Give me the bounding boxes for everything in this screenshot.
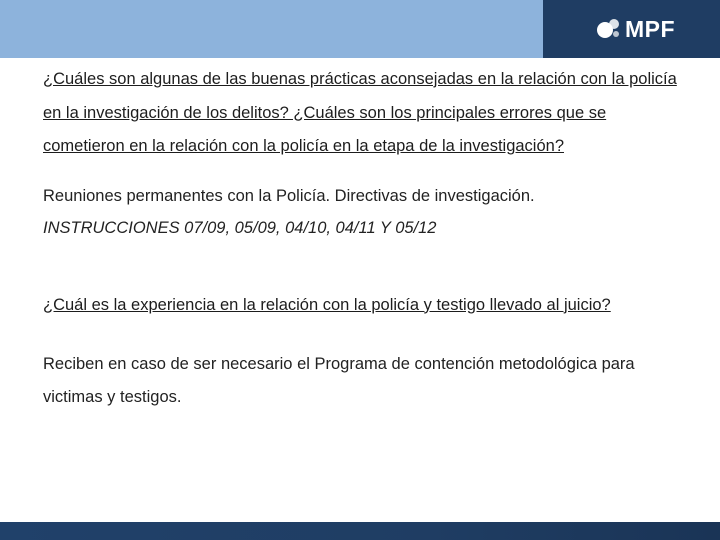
instructions-list: INSTRUCCIONES 07/09, 05/09, 04/10, 04/11 Y 05/12: [43, 218, 437, 237]
question-1: ¿Cuáles son algunas de las buenas prácticas aconsejadas en la relación con la policía en la investigación de los delitos? ¿Cuáles son los principales errores que se cometieron en la relación con la policía en la etapa de la investigación?: [43, 70, 677, 155]
slide-content: [43, 63, 683, 414]
question-2: ¿Cuál es la experiencia en la relación con la policía y testigo llevado al juicio?: [43, 295, 611, 314]
answer-1: Reuniones permanentes con la Policía. Directivas de investigación.: [43, 186, 535, 205]
logo-text: MPF: [625, 15, 676, 42]
footer-band: [0, 522, 720, 540]
mpf-logo: [595, 14, 675, 44]
mpf-logo-mark-icon: [595, 16, 621, 42]
answer-2: Reciben en caso de ser necesario el Programa de contención metodológica para victimas y testigos.: [43, 355, 635, 406]
header-band: [0, 0, 543, 58]
logo-box: [543, 0, 720, 58]
